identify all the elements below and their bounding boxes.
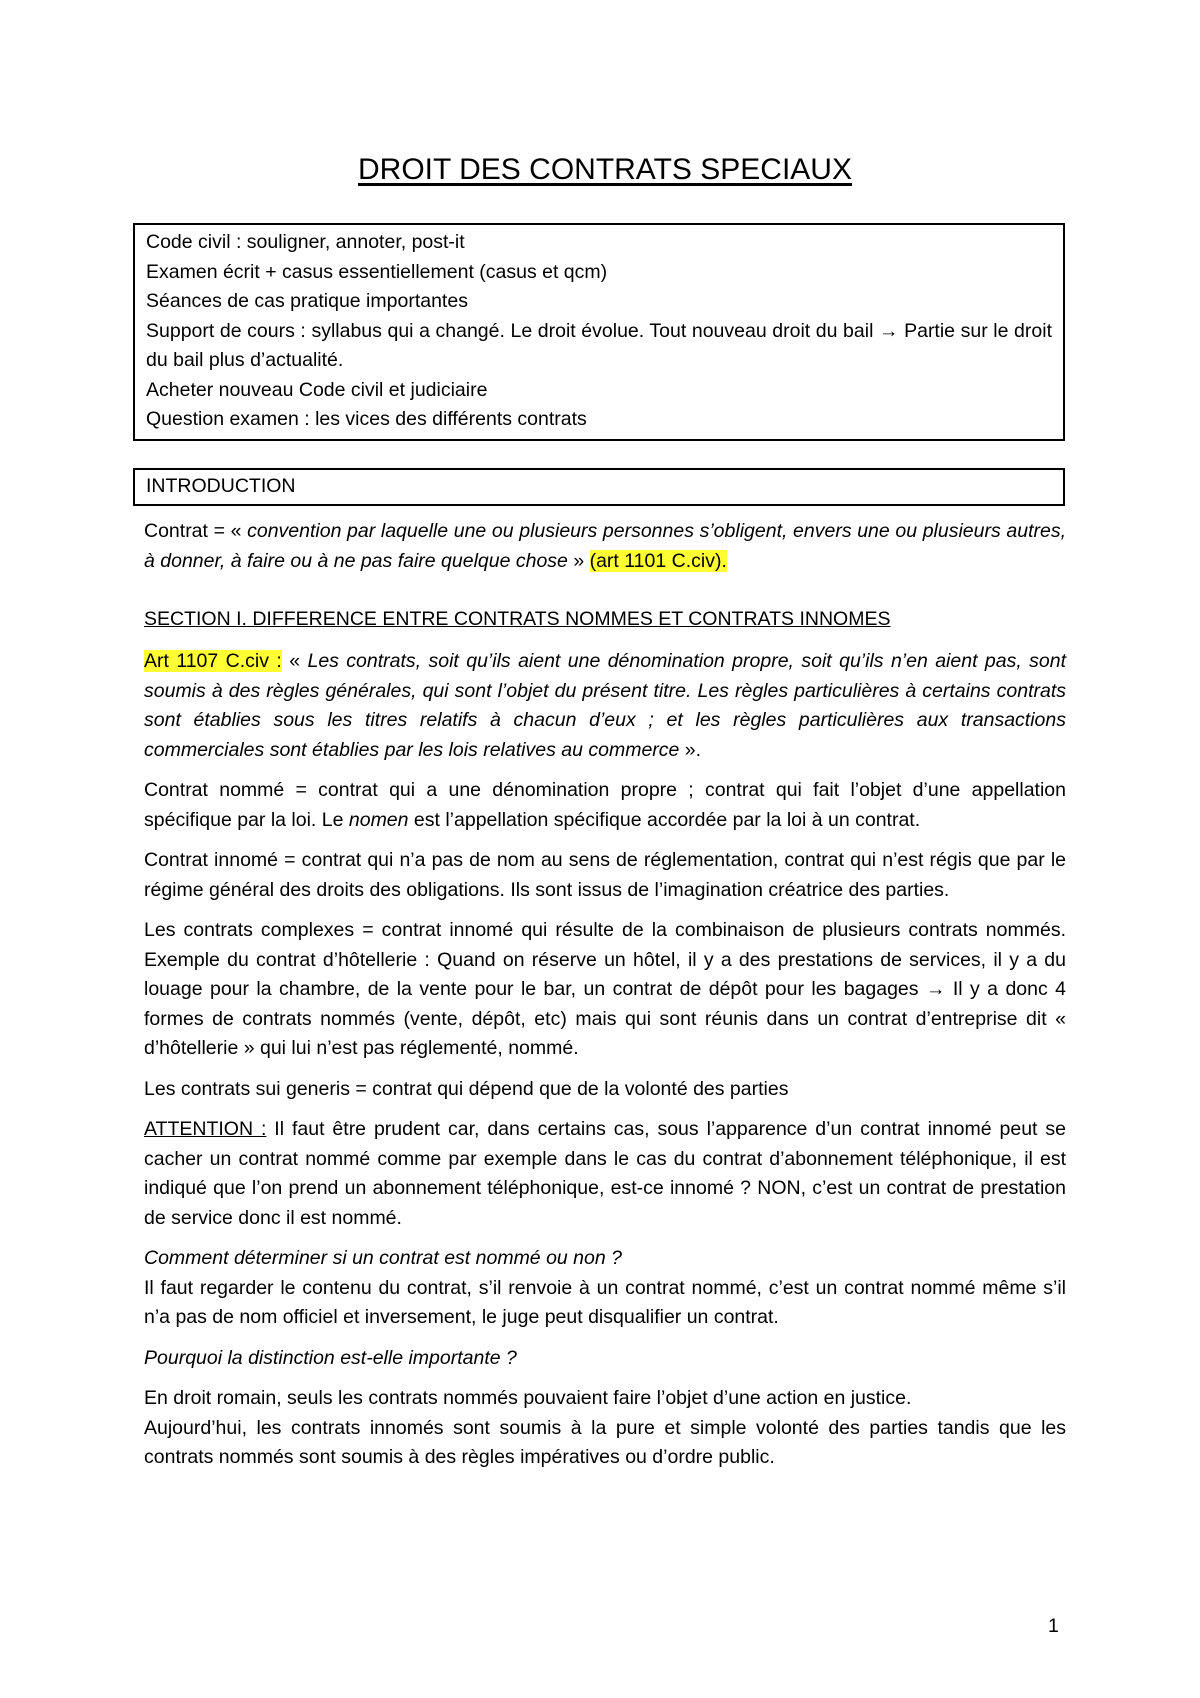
info-line: Code civil : souligner, annoter, post-it — [146, 231, 465, 253]
info-line: Examen écrit + casus essentiellement (casus et qcm) — [146, 260, 608, 283]
section-1-heading — [144, 605, 1066, 646]
info-line: Séances de cas pratique importantes — [146, 290, 468, 312]
nomme-text: Contrat nommé = contrat qui a une dénomination propre ; contrat qui fait l’objet d’une appellation spécifique par la loi. Le — [144, 779, 1066, 831]
attention-text: Il faut être prudent car, dans certains cas, sous l’apparence d’un contrat innomé peut se cacher un contrat nommé comme par exemple dans le cas du contrat d’abonnement téléphonique, il est indiqué que l’on prend un abonnement téléphonique, est-ce innomé ? NON, c’est un contrat de prestation de service donc il est nommé. — [144, 1118, 1066, 1229]
info-line: Acheter nouveau Code civil et judiciaire — [146, 378, 488, 401]
sui-generis-paragraph: Les contrats sui generis = contrat qui dépend que de la volonté des parties — [144, 1077, 789, 1100]
contrat-def-close: » — [567, 549, 590, 572]
contrat-def-quote: convention par laquelle une ou plusieurs personnes s’obligent, envers une ou plusieurs autres, à donner, à faire ou à ne pas faire quelque chose — [144, 520, 1066, 572]
art-1107-reference: Art 1107 C.civ : — [144, 650, 282, 672]
question-1: Comment déterminer si un contrat est nommé ou non ? — [144, 1247, 622, 1269]
introduction-heading-box — [133, 468, 1065, 506]
answer-1: Il faut regarder le contenu du contrat, s’il renvoie à un contrat nommé, c’est un contrat nommé même s’il n’a pas de nom officiel et inversement, le juge peut disqualifier un contrat. — [144, 1276, 1066, 1328]
attention-label: ATTENTION : — [144, 1118, 267, 1140]
art-1107-close: ». — [679, 738, 702, 761]
nomen-term: nomen — [348, 808, 409, 831]
question-1-block — [144, 1244, 1066, 1333]
contrats-complexes-paragraph: Les contrats complexes = contrat innomé qui résulte de la combinaison de plusieurs contrats nommés. Exemple du contrat d’hôtellerie : Quand on réserve un hôtel, il y a des prestations de services, il y a du louage pour la chambre, de la vente pour le bar, un contrat de dépôt pour les bagages → Il y a donc 4 formes de contrats nommés (vente, dépôt, etc) mais qui sont réunis dans un contrat d’entreprise dit « d’hôtellerie » qui lui n’est pas réglementé, nommé. — [144, 919, 1066, 1059]
attention-paragraph — [144, 1115, 1066, 1233]
introduction-heading: INTRODUCTION — [146, 475, 296, 497]
contrat-def-lead: Contrat = « — [144, 520, 248, 542]
contrat-definition — [144, 517, 1066, 587]
answer-2-line-1: En droit romain, seuls les contrats nommés pouvaient faire l’objet d’une action en justice. — [144, 1387, 912, 1409]
art-1101-reference: (art 1101 C.civ). — [589, 549, 727, 572]
main-body — [144, 647, 1066, 1484]
info-line: Support de cours : syllabus qui a changé. Le droit évolue. Tout nouveau droit du bail → Partie sur le droit du bail plus d’actualité. — [146, 319, 1052, 371]
info-line: Question examen : les vices des différents contrats — [146, 408, 587, 430]
page-number: 1 — [1048, 1615, 1059, 1637]
art-1107-quote: Les contrats, soit qu’ils aient une dénomination propre, soit qu’ils n’en aient pas, sont soumis à des règles générales, qui sont l’objet du présent titre. Les règles particulières à certains contrats sont établies sous les titres relatifs à chacun d’eux ; et les règles particulières aux transactions commerciales sont établies par les lois relatives au commerce — [144, 650, 1067, 761]
answer-2-line-2: Aujourd’hui, les contrats innomés sont soumis à la pure et simple volonté des parties tandis que les contrats nommés sont soumis à des règles impératives ou d’ordre public. — [144, 1416, 1066, 1468]
contrat-innome-paragraph: Contrat innomé = contrat qui n’a pas de nom au sens de réglementation, contrat qui n’est régis que par le régime général des droits des obligations. Ils sont issus de l’imagination créatrice des parties. — [144, 849, 1066, 901]
section-1-title: SECTION I. DIFFERENCE ENTRE CONTRATS NOMMES ET CONTRATS INNOMES — [144, 608, 891, 630]
art-1107-open: « — [281, 650, 308, 672]
question-2: Pourquoi la distinction est-elle importante ? — [144, 1346, 517, 1369]
contrat-nomme-paragraph — [144, 776, 1066, 835]
document-title: DROIT DES CONTRATS SPECIAUX — [358, 153, 852, 186]
answer-2-block — [144, 1384, 1066, 1473]
art-1107-paragraph — [144, 647, 1066, 765]
nomme-text-end: est l’appellation spécifique accordée par la loi à un contrat. — [408, 808, 921, 831]
course-info-box — [133, 223, 1065, 441]
